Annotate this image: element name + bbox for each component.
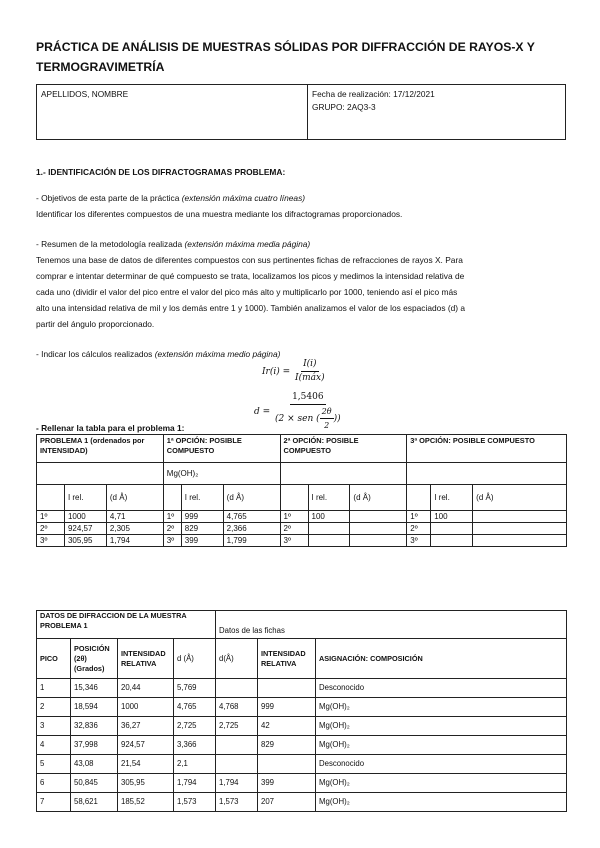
subheader-d: (d Å): [223, 485, 280, 511]
option1-compound: Mg(OH)₂: [163, 463, 280, 485]
table-row: 3 32,836 36,27 2,725 2,725 42 Mg(OH)₂: [37, 717, 567, 736]
col-header-option1: 1ª OPCIÓN: POSIBLE COMPUESTO: [163, 435, 280, 463]
group-header-cards: Datos de las fichas: [216, 611, 567, 639]
table-row: 7 58,621 185,52 1,573 1,573 207 Mg(OH)₂: [37, 793, 567, 812]
col-header-problem: PROBLEMA 1 (ordenados por INTENSIDAD): [37, 435, 164, 463]
table-row: 1 15,346 20,44 5,769 Desconocido: [37, 679, 567, 698]
subheader-irel: I rel.: [181, 485, 223, 511]
options-table: [36, 434, 567, 547]
subheader-d: (d Å): [473, 485, 567, 511]
group-text: GRUPO: 2AQ3-3: [312, 102, 376, 112]
header-intensity-card: INTENSIDAD RELATIVA: [258, 639, 316, 679]
objectives-label: - Objetivos de esta parte de la práctica (extensión máxima cuatro líneas): [36, 193, 306, 203]
date-group-field: [308, 85, 566, 140]
methodology-line: partir del ángulo proporcionado.: [36, 319, 155, 329]
diffraction-table: [36, 610, 567, 812]
table-row: 2º 924,57 2,305 2º 829 2,366 2º 2º: [37, 523, 567, 535]
subheader-irel: I rel.: [308, 485, 350, 511]
methodology-line: cada uno (dividir el valor del pico entre el valor del pico más alto y multiplicarlo por 1000, teniendo así el pico más: [36, 287, 458, 297]
table-row: 4 37,998 924,57 3,366 829 Mg(OH)₂: [37, 736, 567, 755]
header-peak: PICO: [37, 639, 71, 679]
formula-relative-intensity: Ir(i) = $\frac{I(i)}{\text{I(máx)}}$: [262, 359, 325, 383]
table-row: 2 18,594 1000 4,765 4,768 999 Mg(OH)₂: [37, 698, 567, 717]
table-row: 5 43,08 21,54 2,1 Desconocido: [37, 755, 567, 774]
subheader-d: (d Å): [350, 485, 407, 511]
calc-label: - Indicar los cálculos realizados (extensión máxima medio página): [36, 349, 281, 359]
header-d-card: d(Å): [216, 639, 258, 679]
methodology-line: alto una intensidad relativa de mil y los demás entre 1 y 1000). También analizamos el valor de los espaciados (d) a: [36, 303, 466, 313]
table-row: 3º 305,95 1,794 3º 399 1,799 3º 3º: [37, 535, 567, 547]
group-header-sample: DATOS DE DIFRACCION DE LA MUESTRA PROBLEMA 1: [37, 611, 216, 639]
names-field: APELLIDOS, NOMBRE: [37, 85, 308, 140]
subheader-d: (d Å): [106, 485, 163, 511]
methodology-text: [36, 252, 566, 332]
header-box: [36, 84, 566, 140]
header-position: POSICIÓN (2θ) (Grados): [71, 639, 118, 679]
formula-d-spacing: d = 1,5406 (2 × sen ( $\frac{2\theta}{2}$ )): [254, 392, 341, 430]
table-row: 1º 1000 4,71 1º 999 4,765 1º 100 1º 100: [37, 511, 567, 523]
methodology-label: - Resumen de la metodología realizada (extensión máxima media página): [36, 239, 311, 249]
table-label: - Rellenar la tabla para el problema 1:: [36, 423, 185, 433]
subheader-irel: I rel.: [431, 485, 473, 511]
subheader-irel: I rel.: [64, 485, 106, 511]
date-text: Fecha de realización: 17/12/2021: [312, 89, 435, 99]
header-assignment: ASIGNACIÓN: COMPOSICIÓN: [316, 639, 567, 679]
methodology-line: comprar e intentar determinar de qué compuesto se trata, localizamos los picos y medimos la intensidad relativa de: [36, 271, 465, 281]
header-d: d (Å): [174, 639, 216, 679]
table-row: 6 50,845 305,95 1,794 1,794 399 Mg(OH)₂: [37, 774, 567, 793]
col-header-option2: 2ª OPCIÓN: POSIBLE COMPUESTO: [280, 435, 407, 463]
header-intensity: INTENSIDAD RELATIVA: [118, 639, 174, 679]
section-heading: 1.- IDENTIFICACIÓN DE LOS DIFRACTOGRAMAS PROBLEMA:: [36, 167, 286, 177]
objectives-text: Identificar los diferentes compuestos de una muestra mediante los difractogramas proporcionados.: [36, 209, 403, 219]
page-title: PRÁCTICA DE ANÁLISIS DE MUESTRAS SÓLIDAS POR DIFFRACCIÓN DE RAYOS-X Y TERMOGRAVIMETRÍA: [36, 40, 535, 74]
methodology-line: Tenemos una base de datos de diferentes compuestos con sus pertinentes fichas de refracciones de rayos X. Para: [36, 255, 463, 265]
col-header-option3: 3ª OPCIÓN: POSIBLE COMPUESTO: [407, 435, 567, 463]
